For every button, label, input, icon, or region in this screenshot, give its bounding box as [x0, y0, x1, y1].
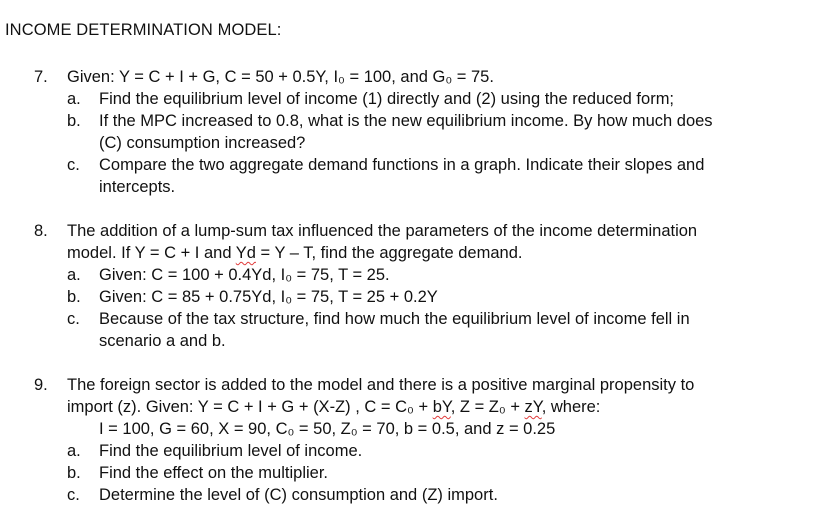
- problem-7c-letter: c.: [67, 156, 80, 174]
- problem-8-stem-line1: The addition of a lump-sum tax influenced the parameters of the income determination: [67, 222, 698, 240]
- problem-8b-text: Given: C = 85 + 0.75Yd, I₀ = 75, T = 25 + 0.2Y: [99, 288, 438, 306]
- page-title: INCOME DETERMINATION MODEL:: [5, 21, 282, 39]
- spellcheck-underlined-by: bY: [432, 398, 451, 416]
- problem-8-stem-line2-end: = Y – T, find the aggregate demand.: [255, 244, 523, 262]
- problem-9-stem-line2-end: , where:: [541, 398, 601, 416]
- problem-9c-text: Determine the level of (C) consumption and (Z) import.: [99, 486, 498, 504]
- problem-9-number: 9.: [34, 376, 48, 394]
- problem-8c-letter: c.: [67, 310, 80, 328]
- problem-8a-text: Given: C = 100 + 0.4Yd, I₀ = 75, T = 25.: [99, 266, 390, 284]
- problem-7b-text-line1: If the MPC increased to 0.8, what is the new equilibrium income. By how much does: [99, 112, 713, 130]
- problem-9a-letter: a.: [67, 442, 81, 460]
- problem-7b-text-line2: (C) consumption increased?: [99, 134, 306, 152]
- problem-7-number: 7.: [34, 68, 48, 86]
- problem-9a-text: Find the equilibrium level of income.: [99, 442, 363, 460]
- problem-8b-letter: b.: [67, 288, 81, 306]
- problem-7c-text-line1: Compare the two aggregate demand functions in a graph. Indicate their slopes and: [99, 156, 705, 174]
- problem-9-stem-line2-start: import (z). Given: Y = C + I + G + (X-Z) , C = C₀ +: [67, 398, 433, 416]
- problem-7b-letter: b.: [67, 112, 81, 130]
- problem-9b-letter: b.: [67, 464, 81, 482]
- problem-7c-text-line2: intercepts.: [99, 178, 176, 196]
- problem-8-number: 8.: [34, 222, 48, 240]
- problem-9c-letter: c.: [67, 486, 80, 504]
- problem-8a-letter: a.: [67, 266, 81, 284]
- problem-9-stem-line2: [67, 396, 600, 418]
- problem-8-stem-line2-start: model. If Y = C + I and: [67, 244, 236, 262]
- problem-7a-text: Find the equilibrium level of income (1) directly and (2) using the reduced form;: [99, 90, 675, 108]
- problem-9-stem-line3: I = 100, G = 60, X = 90, C₀ = 50, Z₀ = 70, b = 0.5, and z = 0.25: [99, 420, 556, 438]
- problem-8c-text-line2: scenario a and b.: [99, 332, 226, 350]
- problem-7a-letter: a.: [67, 90, 81, 108]
- problem-8-stem-line2: [67, 242, 522, 264]
- problem-9-stem-line1: The foreign sector is added to the model and there is a positive marginal propensity to: [67, 376, 695, 394]
- problem-7-stem: Given: Y = C + I + G, C = 50 + 0.5Y, I₀ = 100, and G₀ = 75.: [67, 68, 494, 86]
- spellcheck-underlined-zy: zY: [524, 398, 542, 416]
- problem-9-stem-line2-mid: , Z = Z₀ +: [450, 398, 525, 416]
- problem-9b-text: Find the effect on the multiplier.: [99, 464, 328, 482]
- spellcheck-underlined-yd: Yd: [235, 244, 256, 262]
- problem-8c-text-line1: Because of the tax structure, find how much the equilibrium level of income fell in: [99, 310, 690, 328]
